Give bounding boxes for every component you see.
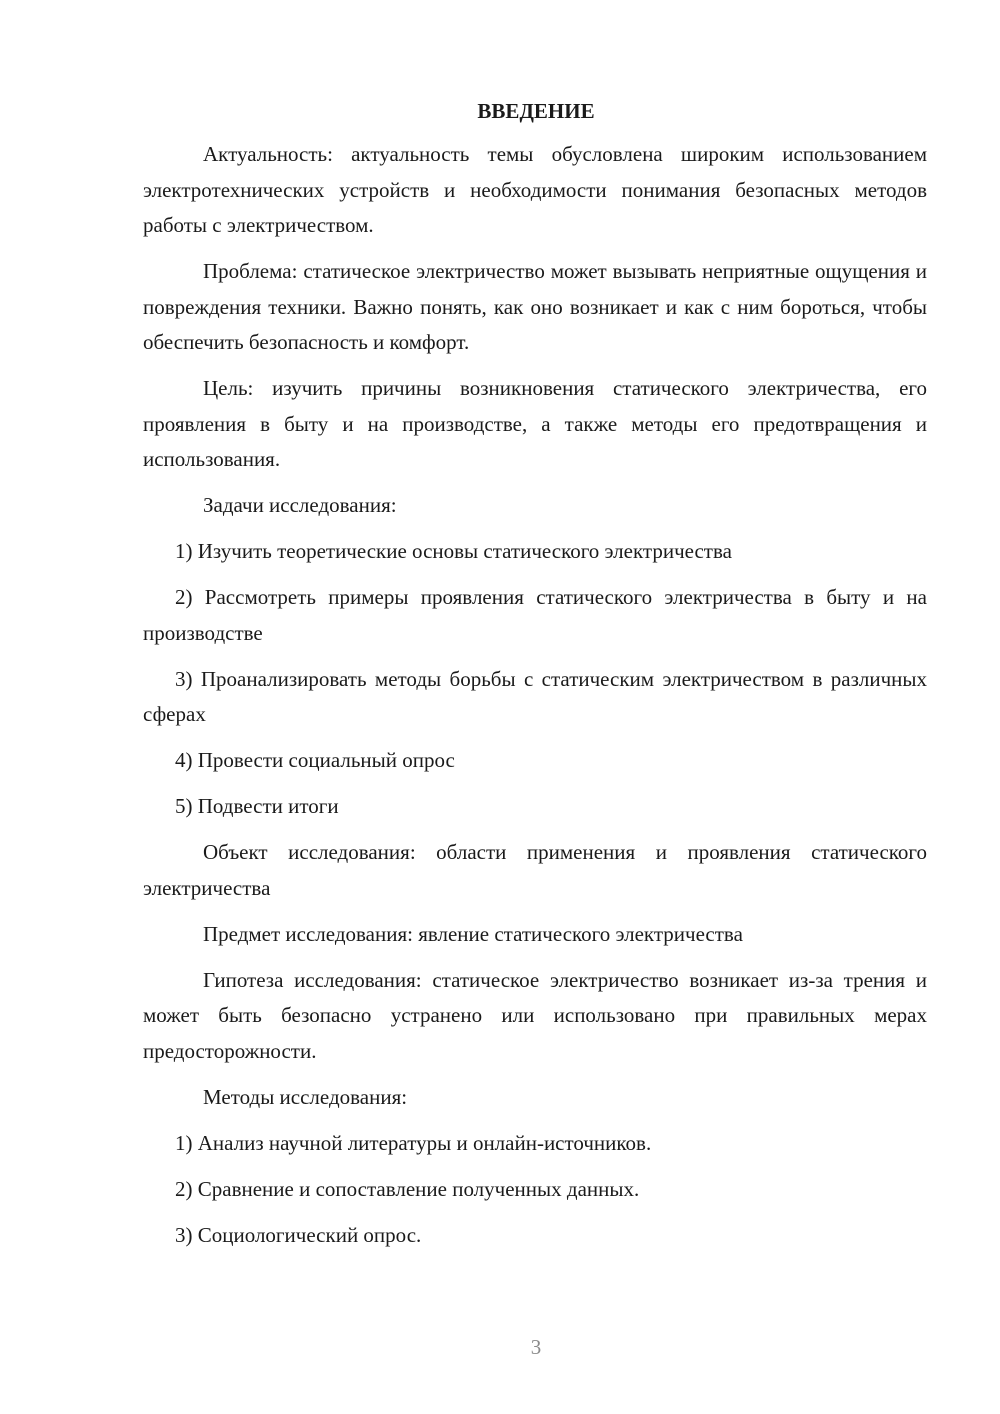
methods-heading: Методы исследования: bbox=[203, 1084, 408, 1109]
goal-paragraph: Цель: изучить причины возникновения статического электричества, его проявления в быту и на производстве, а также методы его предотвращения и использования. bbox=[143, 376, 927, 471]
task-item: 5) Подвести итоги bbox=[175, 794, 339, 818]
object-paragraph: Объект исследования: области применения и проявления статического электричества bbox=[143, 840, 927, 900]
problem-paragraph: Проблема: статическое электричество может вызывать неприятные ощущения и повреждения техники. Важно понять, как оно возникает и как с ним бороться, чтобы обеспечить безопасность и комфорт. bbox=[143, 259, 927, 354]
page-number: 3 bbox=[530, 1335, 542, 1359]
document-title: ВВЕДЕНИЕ bbox=[477, 99, 595, 123]
method-item: 1) Анализ научной литературы и онлайн-источников. bbox=[175, 1130, 652, 1155]
task-item: 2) Рассмотреть примеры проявления статического электричества в быту и на производстве bbox=[143, 585, 927, 645]
task-item: 4) Провести социальный опрос bbox=[175, 748, 455, 772]
method-item: 2) Сравнение и сопоставление полученных данных. bbox=[175, 1176, 640, 1201]
document-page bbox=[143, 95, 927, 1264]
task-item: 3) Проанализировать методы борьбы с статическим электричеством в различных сферах bbox=[143, 666, 927, 726]
subject-paragraph: Предмет исследования: явление статического электричества bbox=[203, 921, 743, 946]
method-item: 3) Социологический опрос. bbox=[175, 1222, 422, 1247]
tasks-heading: Задачи исследования: bbox=[203, 493, 397, 517]
task-item: 1) Изучить теоретические основы статического электричества bbox=[175, 539, 732, 563]
relevance-paragraph: Актуальность: актуальность темы обусловлена широким использованием электротехнических устройств и необходимости понимания безопасных методов работы с электричеством. bbox=[143, 142, 927, 237]
hypothesis-paragraph: Гипотеза исследования: статическое электричество возникает из-за трения и может быть безопасно устранено или использовано при правильных мерах предосторожности. bbox=[143, 967, 927, 1063]
